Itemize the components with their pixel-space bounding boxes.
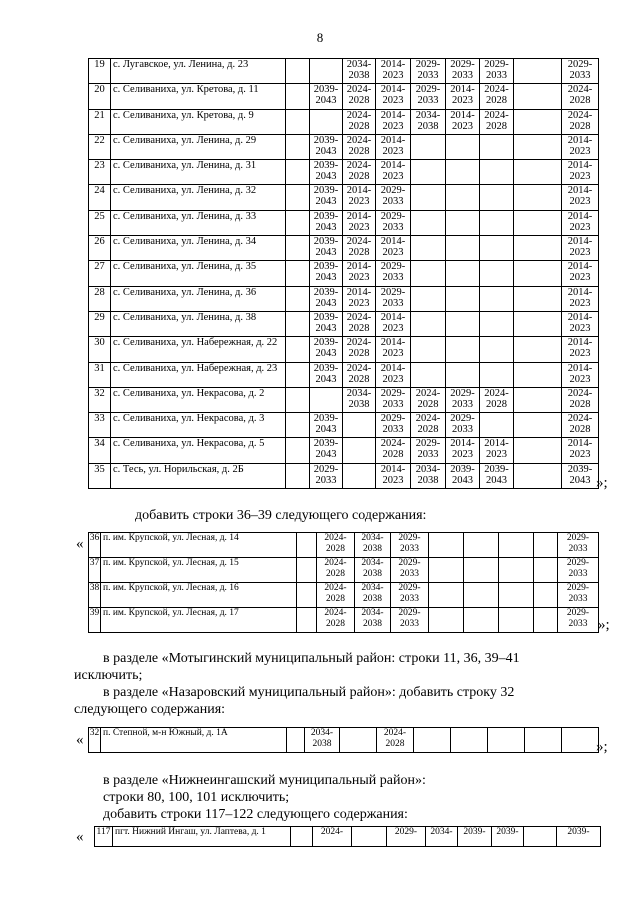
- table-row: [89, 286, 599, 311]
- year-cell: 2024- 2028: [562, 413, 599, 438]
- year-cell: [514, 463, 562, 488]
- year-cell: 2039- 2043: [310, 84, 343, 109]
- year-cell: 2014- 2023: [343, 286, 376, 311]
- year-cell: [310, 59, 343, 84]
- year-cell: 2024- 2028: [343, 134, 376, 159]
- year-cell: 2029- 2033: [391, 558, 429, 583]
- year-cell: 2014- 2023: [376, 59, 411, 84]
- year-cell: 2014- 2023: [343, 261, 376, 286]
- row-number: 32: [89, 387, 111, 412]
- year-cell: 2014- 2023: [562, 210, 599, 235]
- year-cell: 2014- 2023: [376, 463, 411, 488]
- year-cell: [446, 362, 480, 387]
- year-cell: [480, 261, 514, 286]
- year-cell: 2024- 2028: [343, 109, 376, 134]
- year-cell: [514, 387, 562, 412]
- paragraph-motyginsky-cont: исключить;: [74, 668, 143, 683]
- paragraph-exclude-rows: строки 80, 100, 101 исключить;: [103, 790, 290, 805]
- year-cell: 2014- 2023: [562, 160, 599, 185]
- table-row: [89, 558, 599, 583]
- year-cell: [411, 160, 446, 185]
- year-cell: 2039-: [557, 827, 601, 847]
- address-cell: п. Степной, м-н Южный, д. 1А: [101, 728, 287, 753]
- year-cell: [286, 160, 310, 185]
- closing-quote: »;: [598, 617, 610, 633]
- year-cell: 2014- 2023: [376, 109, 411, 134]
- year-cell: 2024-: [313, 827, 352, 847]
- year-cell: [286, 337, 310, 362]
- year-cell: 2014- 2023: [446, 84, 480, 109]
- year-cell: [343, 413, 376, 438]
- closing-quote: »;: [596, 475, 608, 491]
- row-number: 35: [89, 463, 111, 488]
- year-cell: 2024- 2028: [343, 337, 376, 362]
- year-cell: 2034- 2038: [411, 109, 446, 134]
- row-number: 31: [89, 362, 111, 387]
- address-cell: с. Селиваниха, ул. Ленина, д. 36: [111, 286, 286, 311]
- year-cell: [480, 185, 514, 210]
- year-cell: [446, 236, 480, 261]
- opening-quote: «: [76, 732, 84, 748]
- year-cell: [480, 362, 514, 387]
- year-cell: 2024- 2028: [317, 608, 355, 633]
- table-row: [89, 134, 599, 159]
- year-cell: 2039- 2043: [310, 337, 343, 362]
- year-cell: 2014- 2023: [562, 286, 599, 311]
- table-row: [89, 59, 599, 84]
- year-cell: 2039-: [458, 827, 492, 847]
- table-row: [89, 387, 599, 412]
- page-number: 8: [316, 30, 324, 45]
- address-cell: с. Селиваниха, ул. Кретова, д. 11: [111, 84, 286, 109]
- row-number: 28: [89, 286, 111, 311]
- table-row: [89, 608, 599, 633]
- year-cell: [514, 413, 562, 438]
- year-cell: 2029- 2033: [558, 608, 599, 633]
- year-cell: [411, 286, 446, 311]
- address-cell: с. Селиваниха, ул. Ленина, д. 33: [111, 210, 286, 235]
- year-cell: 2039- 2043: [480, 463, 514, 488]
- table-row: [95, 827, 601, 847]
- table-row: [89, 210, 599, 235]
- row-number: 27: [89, 261, 111, 286]
- year-cell: [514, 236, 562, 261]
- row-number: 117: [95, 827, 113, 847]
- table-row: [89, 583, 599, 608]
- year-cell: [524, 827, 557, 847]
- row-number: 22: [89, 134, 111, 159]
- year-cell: [297, 558, 317, 583]
- year-cell: [488, 728, 525, 753]
- year-cell: [534, 533, 558, 558]
- address-cell: с. Селиваниха, ул. Кретова, д. 9: [111, 109, 286, 134]
- year-cell: [286, 311, 310, 336]
- address-cell: с. Лугавское, ул. Ленина, д. 23: [111, 59, 286, 84]
- year-cell: 2014- 2023: [376, 362, 411, 387]
- row-number: 38: [89, 583, 101, 608]
- year-cell: 2039- 2043: [446, 463, 480, 488]
- year-cell: [534, 583, 558, 608]
- year-cell: [525, 728, 562, 753]
- year-cell: [286, 84, 310, 109]
- row-number: 34: [89, 438, 111, 463]
- year-cell: 2029- 2033: [376, 286, 411, 311]
- year-cell: 2014- 2023: [376, 160, 411, 185]
- year-cell: 2024- 2028: [562, 84, 599, 109]
- year-cell: 2034- 2038: [355, 583, 391, 608]
- year-cell: [480, 311, 514, 336]
- year-cell: 2014- 2023: [376, 236, 411, 261]
- year-cell: 2024- 2028: [317, 533, 355, 558]
- housing-table-krupskoy: [88, 532, 599, 633]
- year-cell: [310, 109, 343, 134]
- table-row: [89, 438, 599, 463]
- year-cell: 2029- 2033: [376, 413, 411, 438]
- row-number: 29: [89, 311, 111, 336]
- year-cell: 2024- 2028: [343, 311, 376, 336]
- year-cell: 2034-: [426, 827, 458, 847]
- year-cell: [286, 210, 310, 235]
- year-cell: [480, 160, 514, 185]
- table-row: [89, 533, 599, 558]
- year-cell: 2029- 2033: [376, 387, 411, 412]
- year-cell: 2024- 2028: [343, 84, 376, 109]
- address-cell: с. Селиваниха, ул. Набережная, д. 23: [111, 362, 286, 387]
- year-cell: 2024- 2028: [317, 583, 355, 608]
- year-cell: [514, 438, 562, 463]
- year-cell: 2014- 2023: [446, 438, 480, 463]
- paragraph-nizhneingashsky: в разделе «Нижнеингашский муниципальный район»:: [103, 773, 426, 788]
- address-cell: п. им. Крупской, ул. Лесная, д. 15: [101, 558, 297, 583]
- paragraph-add-rows: добавить строки 36–39 следующего содержания:: [135, 508, 427, 523]
- year-cell: 2029- 2033: [558, 583, 599, 608]
- year-cell: [286, 185, 310, 210]
- year-cell: [340, 728, 377, 753]
- year-cell: 2014- 2023: [562, 337, 599, 362]
- year-cell: [464, 608, 499, 633]
- year-cell: 2024- 2028: [562, 109, 599, 134]
- year-cell: [286, 387, 310, 412]
- table-row: [89, 84, 599, 109]
- year-cell: 2039- 2043: [310, 362, 343, 387]
- year-cell: [297, 608, 317, 633]
- address-cell: с. Селиваниха, ул. Ленина, д. 34: [111, 236, 286, 261]
- year-cell: [343, 463, 376, 488]
- year-cell: [411, 337, 446, 362]
- year-cell: [411, 210, 446, 235]
- year-cell: [411, 261, 446, 286]
- table-row: [89, 337, 599, 362]
- address-cell: пгт. Нижний Ингаш, ул. Лаптева, д. 1: [113, 827, 291, 847]
- year-cell: 2029- 2033: [480, 59, 514, 84]
- year-cell: [446, 261, 480, 286]
- table-row: [89, 185, 599, 210]
- year-cell: 2014- 2023: [562, 185, 599, 210]
- year-cell: 2039- 2043: [310, 311, 343, 336]
- row-number: 26: [89, 236, 111, 261]
- year-cell: [514, 59, 562, 84]
- year-cell: [480, 413, 514, 438]
- address-cell: с. Селиваниха, ул. Набережная, д. 22: [111, 337, 286, 362]
- year-cell: 2034- 2038: [355, 608, 391, 633]
- year-cell: 2034- 2038: [411, 463, 446, 488]
- year-cell: 2024- 2028: [480, 109, 514, 134]
- year-cell: [499, 533, 534, 558]
- paragraph-motyginsky: в разделе «Мотыгинский муниципальный район: строки 11, 36, 39–41: [103, 651, 520, 666]
- year-cell: [411, 362, 446, 387]
- year-cell: [297, 533, 317, 558]
- row-number: 33: [89, 413, 111, 438]
- year-cell: [286, 261, 310, 286]
- year-cell: 2014- 2023: [562, 311, 599, 336]
- year-cell: [534, 608, 558, 633]
- paragraph-add-rows-117: добавить строки 117–122 следующего содержания:: [103, 807, 408, 822]
- table-row: [89, 311, 599, 336]
- row-number: 19: [89, 59, 111, 84]
- year-cell: [286, 286, 310, 311]
- year-cell: [286, 59, 310, 84]
- year-cell: 2039- 2043: [562, 463, 599, 488]
- year-cell: [343, 438, 376, 463]
- paragraph-nazarovsky: в разделе «Назаровский муниципальный район»: добавить строку 32: [103, 685, 515, 700]
- year-cell: [480, 286, 514, 311]
- year-cell: [446, 134, 480, 159]
- housing-table-nazarovsky: [88, 727, 599, 753]
- year-cell: 2014- 2023: [376, 84, 411, 109]
- year-cell: 2039- 2043: [310, 413, 343, 438]
- year-cell: 2014- 2023: [376, 311, 411, 336]
- year-cell: [446, 185, 480, 210]
- year-cell: [514, 311, 562, 336]
- year-cell: 2024- 2028: [343, 160, 376, 185]
- row-number: 24: [89, 185, 111, 210]
- year-cell: 2029- 2033: [558, 558, 599, 583]
- table-row: [89, 728, 599, 753]
- year-cell: 2039- 2043: [310, 286, 343, 311]
- year-cell: 2029- 2033: [411, 59, 446, 84]
- year-cell: 2039- 2043: [310, 261, 343, 286]
- year-cell: [562, 728, 599, 753]
- year-cell: 2039- 2043: [310, 160, 343, 185]
- year-cell: 2034- 2038: [355, 533, 391, 558]
- year-cell: 2014- 2023: [480, 438, 514, 463]
- address-cell: с. Селиваниха, ул. Ленина, д. 31: [111, 160, 286, 185]
- year-cell: 2034- 2038: [305, 728, 340, 753]
- year-cell: [514, 84, 562, 109]
- paragraph-nazarovsky-cont: следующего содержания:: [74, 702, 226, 717]
- year-cell: 2039- 2043: [310, 210, 343, 235]
- year-cell: [534, 558, 558, 583]
- year-cell: [429, 533, 464, 558]
- year-cell: 2014- 2023: [343, 185, 376, 210]
- row-number: 23: [89, 160, 111, 185]
- year-cell: [291, 827, 313, 847]
- address-cell: с. Селиваниха, ул. Ленина, д. 29: [111, 134, 286, 159]
- year-cell: 2029- 2033: [391, 533, 429, 558]
- year-cell: [514, 210, 562, 235]
- year-cell: [451, 728, 488, 753]
- year-cell: [464, 558, 499, 583]
- year-cell: [514, 109, 562, 134]
- year-cell: [352, 827, 387, 847]
- year-cell: 2034- 2038: [343, 59, 376, 84]
- year-cell: 2029- 2033: [411, 438, 446, 463]
- year-cell: [297, 583, 317, 608]
- year-cell: [514, 134, 562, 159]
- year-cell: [480, 337, 514, 362]
- year-cell: 2024- 2028: [377, 728, 414, 753]
- year-cell: [411, 236, 446, 261]
- year-cell: [286, 463, 310, 488]
- year-cell: [446, 160, 480, 185]
- year-cell: [514, 337, 562, 362]
- year-cell: 2029- 2033: [446, 387, 480, 412]
- address-cell: с. Селиваниха, ул. Ленина, д. 32: [111, 185, 286, 210]
- year-cell: 2039-: [492, 827, 524, 847]
- address-cell: с. Селиваниха, ул. Ленина, д. 38: [111, 311, 286, 336]
- year-cell: 2039- 2043: [310, 438, 343, 463]
- year-cell: [464, 583, 499, 608]
- year-cell: [514, 261, 562, 286]
- year-cell: 2014- 2023: [376, 134, 411, 159]
- year-cell: [286, 236, 310, 261]
- year-cell: 2024- 2028: [480, 84, 514, 109]
- year-cell: 2029- 2033: [562, 59, 599, 84]
- address-cell: с. Тесь, ул. Норильская, д. 2Б: [111, 463, 286, 488]
- year-cell: 2029- 2033: [411, 84, 446, 109]
- year-cell: [286, 362, 310, 387]
- year-cell: [287, 728, 305, 753]
- year-cell: 2034- 2038: [343, 387, 376, 412]
- year-cell: [514, 286, 562, 311]
- year-cell: [286, 134, 310, 159]
- row-number: 21: [89, 109, 111, 134]
- opening-quote: «: [76, 829, 84, 845]
- year-cell: 2024- 2028: [343, 362, 376, 387]
- year-cell: 2029- 2033: [310, 463, 343, 488]
- year-cell: [286, 109, 310, 134]
- row-number: 39: [89, 608, 101, 633]
- year-cell: [429, 583, 464, 608]
- year-cell: [514, 185, 562, 210]
- row-number: 32: [89, 728, 101, 753]
- closing-quote: »;: [596, 739, 608, 755]
- year-cell: 2029- 2033: [376, 261, 411, 286]
- row-number: 36: [89, 533, 101, 558]
- opening-quote: «: [76, 536, 84, 552]
- year-cell: 2039- 2043: [310, 134, 343, 159]
- table-row: [89, 413, 599, 438]
- year-cell: [446, 286, 480, 311]
- year-cell: 2024- 2028: [376, 438, 411, 463]
- year-cell: [480, 210, 514, 235]
- address-cell: п. им. Крупской, ул. Лесная, д. 16: [101, 583, 297, 608]
- table-row: [89, 463, 599, 488]
- year-cell: 2014- 2023: [376, 337, 411, 362]
- row-number: 30: [89, 337, 111, 362]
- year-cell: 2029- 2033: [391, 583, 429, 608]
- year-cell: 2029- 2033: [558, 533, 599, 558]
- year-cell: 2024- 2028: [411, 413, 446, 438]
- year-cell: 2029-: [387, 827, 426, 847]
- year-cell: 2029- 2033: [376, 210, 411, 235]
- year-cell: 2014- 2023: [562, 261, 599, 286]
- year-cell: [286, 438, 310, 463]
- address-cell: п. им. Крупской, ул. Лесная, д. 17: [101, 608, 297, 633]
- year-cell: 2024- 2028: [562, 387, 599, 412]
- year-cell: [514, 160, 562, 185]
- year-cell: [464, 533, 499, 558]
- address-cell: п. им. Крупской, ул. Лесная, д. 14: [101, 533, 297, 558]
- year-cell: [499, 608, 534, 633]
- year-cell: [514, 362, 562, 387]
- year-cell: [411, 311, 446, 336]
- year-cell: 2014- 2023: [446, 109, 480, 134]
- table-row: [89, 261, 599, 286]
- table-row: [89, 160, 599, 185]
- year-cell: 2014- 2023: [562, 362, 599, 387]
- year-cell: [480, 134, 514, 159]
- row-number: 20: [89, 84, 111, 109]
- year-cell: [310, 387, 343, 412]
- address-cell: с. Селиваниха, ул. Ленина, д. 35: [111, 261, 286, 286]
- year-cell: [286, 413, 310, 438]
- year-cell: 2029- 2033: [446, 59, 480, 84]
- year-cell: [411, 185, 446, 210]
- year-cell: 2024- 2028: [343, 236, 376, 261]
- address-cell: с. Селиваниха, ул. Некрасова, д. 3: [111, 413, 286, 438]
- year-cell: 2024- 2028: [480, 387, 514, 412]
- year-cell: [414, 728, 451, 753]
- year-cell: 2014- 2023: [343, 210, 376, 235]
- year-cell: [446, 337, 480, 362]
- year-cell: [499, 583, 534, 608]
- year-cell: 2024- 2028: [411, 387, 446, 412]
- year-cell: 2014- 2023: [562, 236, 599, 261]
- year-cell: 2029- 2033: [376, 185, 411, 210]
- year-cell: [480, 236, 514, 261]
- year-cell: [446, 311, 480, 336]
- address-cell: с. Селиваниха, ул. Некрасова, д. 2: [111, 387, 286, 412]
- year-cell: [446, 210, 480, 235]
- housing-table-nizhneingashsky: [94, 826, 601, 847]
- year-cell: [429, 608, 464, 633]
- year-cell: 2034- 2038: [355, 558, 391, 583]
- housing-table-main: [88, 58, 599, 489]
- year-cell: 2029- 2033: [446, 413, 480, 438]
- row-number: 25: [89, 210, 111, 235]
- year-cell: 2014- 2023: [562, 438, 599, 463]
- year-cell: 2029- 2033: [391, 608, 429, 633]
- year-cell: [429, 558, 464, 583]
- year-cell: 2039- 2043: [310, 185, 343, 210]
- year-cell: [411, 134, 446, 159]
- table-row: [89, 362, 599, 387]
- row-number: 37: [89, 558, 101, 583]
- year-cell: [499, 558, 534, 583]
- year-cell: 2024- 2028: [317, 558, 355, 583]
- year-cell: 2014- 2023: [562, 134, 599, 159]
- year-cell: 2039- 2043: [310, 236, 343, 261]
- table-row: [89, 236, 599, 261]
- address-cell: с. Селиваниха, ул. Некрасова, д. 5: [111, 438, 286, 463]
- table-row: [89, 109, 599, 134]
